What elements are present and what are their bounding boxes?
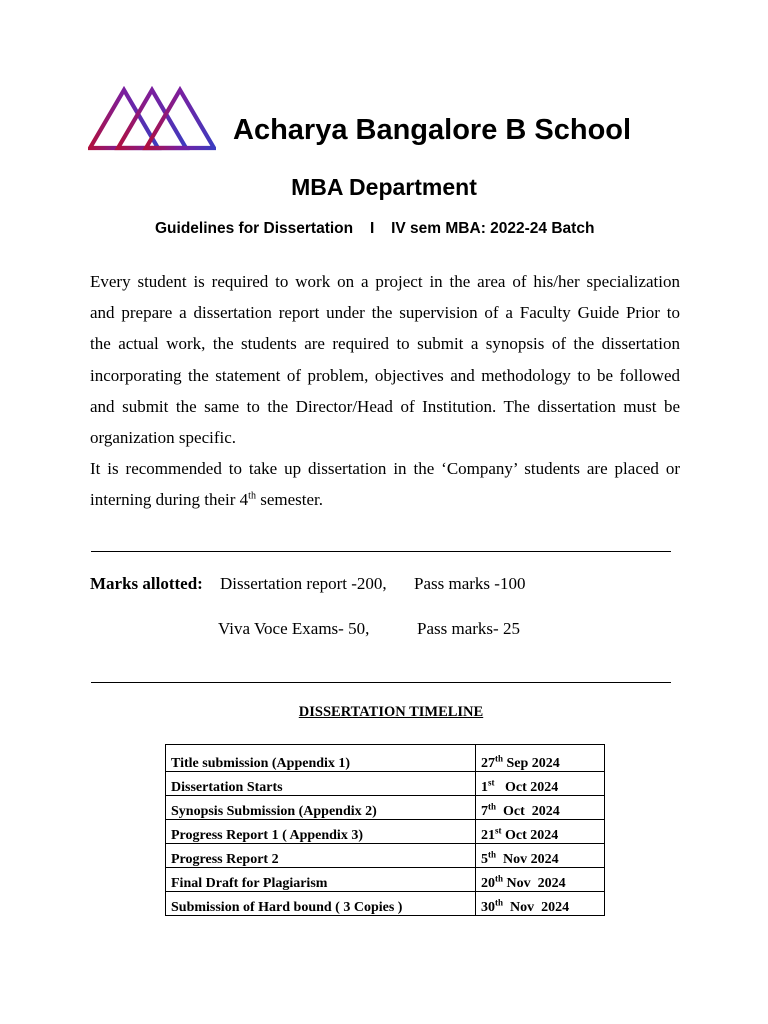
divider-bottom xyxy=(91,682,671,683)
timeline-task: Dissertation Starts xyxy=(166,772,476,796)
timeline-task: Synopsis Submission (Appendix 2) xyxy=(166,796,476,820)
viva-pass-marks: Pass marks- 25 xyxy=(417,619,520,638)
guidelines-body xyxy=(90,266,680,516)
timeline-date: 27th Sep 2024 xyxy=(476,745,605,772)
timeline-row xyxy=(166,820,605,844)
timeline-date: 30th Nov 2024 xyxy=(476,892,605,916)
dissertation-report-marks: Dissertation report -200, xyxy=(220,574,387,593)
department-title: MBA Department xyxy=(291,174,477,200)
timeline-row xyxy=(166,868,605,892)
dissertation-pass-marks: Pass marks -100 xyxy=(414,574,526,593)
para1-line: the actual work, the students are required to submit a synopsis of the dissertation xyxy=(90,334,680,354)
para2-line: It is recommended to take up dissertation in the ‘Company’ students are placed or xyxy=(90,459,680,479)
para2-line: interning during their 4th semester. xyxy=(90,490,323,510)
school-name: Acharya Bangalore B School xyxy=(233,114,632,146)
timeline-title: DISSERTATION TIMELINE xyxy=(298,704,484,720)
timeline-task: Title submission (Appendix 1) xyxy=(166,745,476,772)
timeline-row xyxy=(166,796,605,820)
timeline-task: Progress Report 1 ( Appendix 3) xyxy=(166,820,476,844)
guidelines-separator: I xyxy=(369,220,375,237)
marks-label: Marks allotted: xyxy=(90,574,203,593)
timeline-row xyxy=(166,892,605,916)
timeline-date: 20th Nov 2024 xyxy=(476,868,605,892)
marks-report-line xyxy=(90,574,203,594)
para1-line: and prepare a dissertation report under the supervision of a Faculty Guide Prior to xyxy=(90,303,680,323)
timeline-task: Submission of Hard bound ( 3 Copies ) xyxy=(166,892,476,916)
school-logo xyxy=(88,86,216,152)
para1-line: and submit the same to the Director/Head of Institution. The dissertation must be xyxy=(90,396,680,416)
para1-line: organization specific. xyxy=(90,428,237,448)
guidelines-subtitle xyxy=(155,220,594,238)
timeline-table xyxy=(165,744,605,916)
timeline-task: Progress Report 2 xyxy=(166,844,476,868)
batch-label: IV sem MBA: 2022-24 Batch xyxy=(391,220,595,237)
para1-line: Every student is required to work on a project in the area of his/her specialization xyxy=(90,272,680,291)
timeline-date: 21st Oct 2024 xyxy=(476,820,605,844)
timeline-date: 7th Oct 2024 xyxy=(476,796,605,820)
para1-line: incorporating the statement of problem, objectives and methodology to be followed xyxy=(90,365,680,385)
viva-voce-marks: Viva Voce Exams- 50, xyxy=(218,619,370,638)
timeline-task: Final Draft for Plagiarism xyxy=(166,868,476,892)
timeline-date: 1st Oct 2024 xyxy=(476,772,605,796)
timeline-row xyxy=(166,745,605,772)
timeline-date: 5th Nov 2024 xyxy=(476,844,605,868)
divider-top xyxy=(91,551,671,552)
letterhead xyxy=(88,86,708,152)
timeline-row xyxy=(166,844,605,868)
guidelines-title: Guidelines for Dissertation xyxy=(155,220,354,237)
timeline-row xyxy=(166,772,605,796)
